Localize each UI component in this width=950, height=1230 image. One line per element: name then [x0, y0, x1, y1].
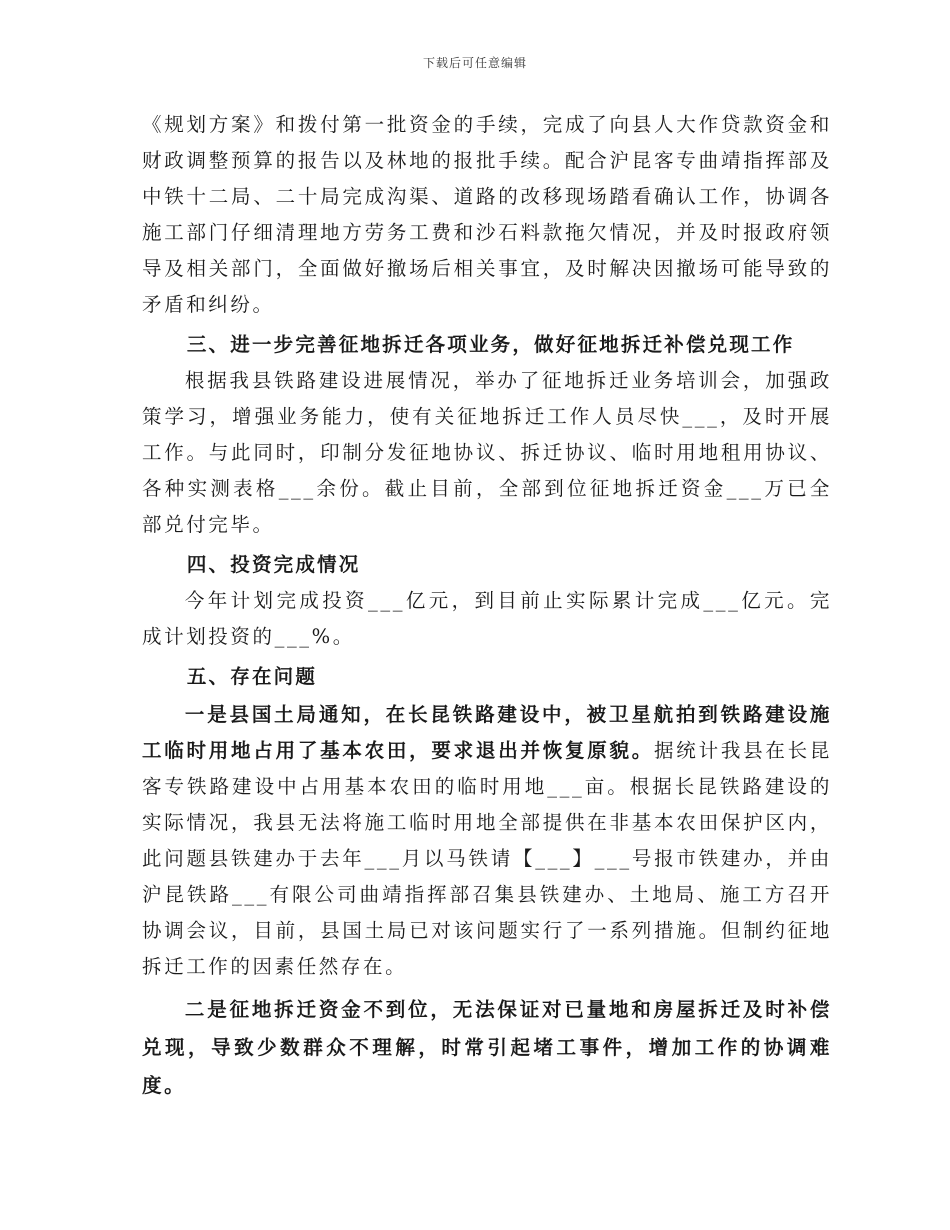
section-heading-5: 五、存在问题	[186, 665, 318, 688]
paragraph-investment: 今年计划完成投资___亿元，到目前止实际累计完成___亿元。完成计划投资的___%。	[142, 589, 832, 648]
paragraph-planning-funds: 《规划方案》和拨付第一批资金的手续，完成了向县人大作贷款资金和财政调整预算的报告以及林地的报批手续。配合沪昆客专曲靖指挥部及中铁十二局、二十局完成沟渠、道路的改移现场踏看确认工作，协调各施工部门仔细清理地方劳务工费和沙石料款拖欠情况，并及时报政府领导及相关部门，全面做好撤场后相关事宜，及时解决因撤场可能导致的矛盾和纠纷。	[142, 113, 832, 316]
problem-1-lead: 一是县国土局通知，在长昆铁路建设中，被卫星航拍到铁路建设施工临时用地占用了基本农田，要求退出并恢复原貌。	[142, 703, 832, 762]
section-heading-3: 三、进一步完善征地拆迁各项业务，做好征地拆迁补偿兑现工作	[186, 333, 795, 356]
page-header-note: 下载后可任意编辑	[422, 56, 527, 70]
problem-1-detail: 据统计我县在长昆客专铁路建设中占用基本农田的临时用地___亩。根据长昆铁路建设的实际情况，我县无法将施工临时用地全部提供在非基本农田保护区内，此问题县铁建办于去年___月以马铁请【___】___号报市铁建办，并由沪昆铁路___有限公司曲靖指挥部召集县铁建办、土地局、施工方召开协调会议，目前，县国土局已对该问题实行了一系列措施。但制约征地拆迁工作的因素任然存在。	[142, 739, 832, 978]
paragraph-problem-1	[142, 697, 832, 985]
document-body	[142, 107, 832, 1105]
paragraph-problem-2: 二是征地拆迁资金不到位，无法保证对已量地和房屋拆迁及时补偿兑现，导致少数群众不理解，时常引起堵工事件，增加工作的协调难度。	[142, 998, 832, 1097]
section-heading-4: 四、投资完成情况	[186, 553, 361, 576]
paragraph-demolition-training: 根据我县铁路建设进展情况，举办了征地拆迁业务培训会，加强政策学习，增强业务能力，使有关征地拆迁工作人员尽快___，及时开展工作。与此同时，印制分发征地协议、拆迁协议、临时用地租用协议、各种实测表格___余份。截止目前，全部到位征地拆迁资金___万已全部兑付完毕。	[142, 369, 832, 536]
